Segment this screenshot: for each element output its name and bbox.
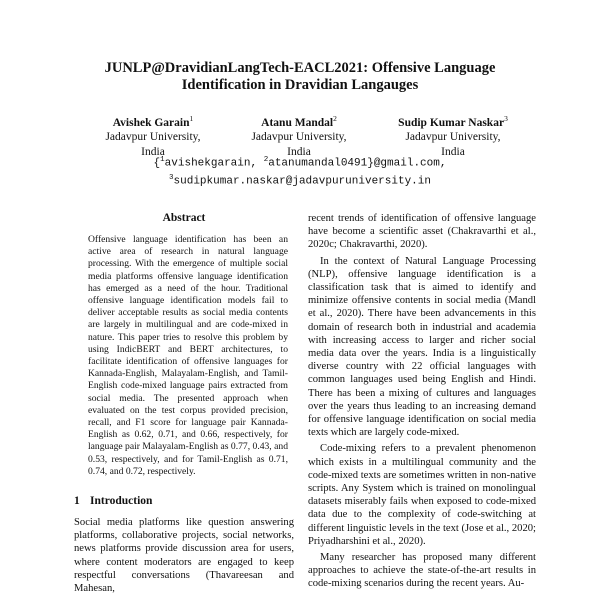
email-text: atanumandal0491}@gmail.com, [268, 157, 447, 170]
email-superscript: 3 [169, 174, 174, 183]
author-country: India [141, 145, 165, 158]
emails-line-2 [60, 171, 540, 189]
author-name: Avishek Garain [112, 116, 190, 129]
author-country: India [287, 145, 311, 158]
intro-paragraph-left: Social media platforms like question answering platforms, collaborative projects, social networks, news platforms provide discussion area for users, where content moderators are engaged to keep respectful conversations (Thavareesan and Mahesan, [74, 517, 294, 595]
section-heading-introduction [74, 495, 294, 507]
body-paragraph: recent trends of identification of offensive language have become a scientific asset (Chakravarthi et al., 2020c; Chakravarthi, 2020). [308, 213, 536, 251]
body-paragraph: In the context of Natural Language Processing (NLP), offensive language identification is a classification task that is aimed to identify and minimize offensive contents in social media (Mandl et al., 2020). There have been advancements in this domain of research both in industrial and academia with increasing access to larger and richer social media data over the years. India is a linguistically diverse country with 22 official languages with common languages used being English and Hindi. There has been a mixing of cultures and languages over the years thus leading to an increasing demand for offensive language identification on social media texts which are largely code-mixed. [308, 255, 536, 439]
emails-line-1 [60, 153, 540, 171]
title-line-2: Identification in Dravidian Langauges [181, 77, 419, 93]
author-affiliation: Jadavpur University, [105, 131, 201, 144]
body-paragraph: Code-mixing refers to a prevalent phenomenon which exists in a multilingual community and the code-mixed texts are sometimes written in non-native scripts. Any System which is trained on monolingual datasets miserably fails when exposed to code-mixed data due to the complexity of code-switching at different linguistic levels in the text (Jose et al., 2020; Priyadharshini et al., 2020). [308, 443, 536, 547]
email-brace: { [153, 157, 161, 170]
author-country: India [441, 145, 465, 158]
author-affiliation: Jadavpur University, [251, 131, 347, 144]
author-superscript: 3 [504, 114, 508, 123]
author-superscript: 1 [189, 114, 194, 123]
body-paragraph: Many researcher has proposed many different approaches to achieve the state-of-the-art results in code-mixing scenarios during the recent years. Au- [308, 552, 536, 590]
section-number: 1 [74, 495, 80, 508]
right-column [308, 212, 536, 591]
email-superscript: 2 [263, 156, 269, 164]
title-line-1: JUNLP@DravidianLangTech-EACL2021: Offensive Language [104, 60, 496, 76]
author-superscript: 2 [333, 114, 337, 123]
abstract-heading: Abstract [162, 212, 206, 224]
section-title: Introduction [90, 495, 153, 508]
abstract-text: Offensive language identification has been an active area of research in natural language processing. With the emergence of multiple social media platforms offensive language identification has emerged as a need of the hour. Traditional offensive language identification models fail to deliver acceptable results as social media contents are largely in multilingual and are code-mixed in nature. This paper tries to resolve this problem by using IndicBERT and BERT architectures, to facilitate identification of offensive languages for Kannada-English, Malayalam-English, and Tamil-English code-mixed language pairs extracted from social media. The presented approach when evaluated on the test corpus provided precision, recall, and F1 score for language pair Kannada-English as 0.62, 0.71, and 0.66, respectively, for language pair Malayalam-English as 0.77, 0.43, and 0.53, respectively, and for Tamil-English as 0.71, 0.74, and 0.72, respectively. [88, 234, 288, 477]
author-name: Atanu Mandal [261, 116, 334, 129]
left-column [74, 212, 294, 595]
email-text: avishekgarain, [164, 157, 264, 170]
author-emails [60, 153, 540, 189]
email-superscript: 1 [160, 156, 165, 164]
email-text: sudipkumar.naskar@jadavpuruniversity.in [173, 175, 431, 188]
author-name: Sudip Kumar Naskar [398, 116, 505, 129]
author-affiliation: Jadavpur University, [405, 131, 501, 144]
paper-title [40, 60, 560, 94]
